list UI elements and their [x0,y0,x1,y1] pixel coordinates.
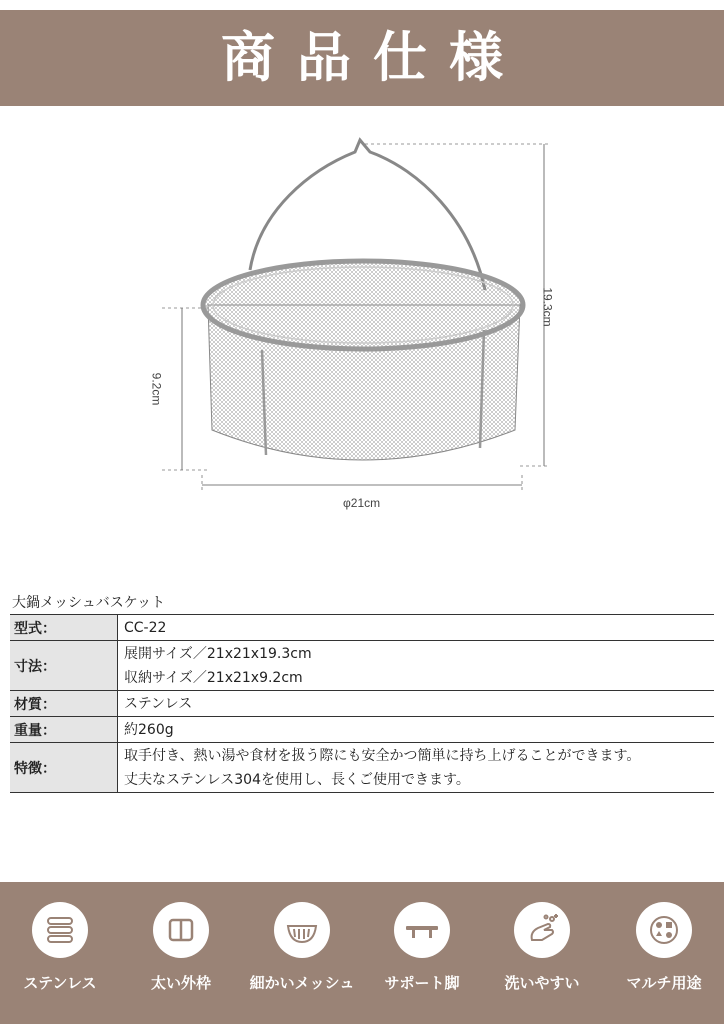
spec-row-weight [10,717,714,743]
spec-table [10,614,714,793]
feature-label: ステンレス [23,974,97,992]
product-name: 大鍋メッシュバスケット [12,595,166,611]
thick-frame-icon [153,902,209,958]
feature-label: 洗いやすい [504,974,580,992]
feature-support-legs [362,902,482,993]
spec-key: 寸法： [10,641,118,691]
support-legs-icon [394,902,450,958]
feature-label: サポート脚 [384,974,460,992]
feature-multi-use [604,902,724,993]
feature-label: 太い外枠 [150,974,211,992]
spec-value: 取手付き、熱い湯や食材を扱う際にも安全かつ簡単に持ち上げることができます。 丈夫なステンレス304を使用し、長くご使用できます。 [118,743,715,793]
spec-value: 展開サイズ／21x21x19.3cm 収納サイズ／21x21x9.2cm [118,641,715,691]
feature-fine-mesh [242,902,362,993]
spec-value: 約260g [118,717,715,743]
spec-row-size [10,641,714,691]
features-band [0,882,724,1024]
multi-use-icon [636,902,692,958]
spec-key: 型式： [10,615,118,641]
basket-image [150,130,590,530]
spec-row-material [10,691,714,717]
stainless-sheets-icon [32,902,88,958]
spec-key: 特徴： [10,743,118,793]
feature-easy-wash [482,902,602,993]
height-total-label: 19.3cm [540,287,555,327]
washing-hand-icon [514,902,570,958]
spec-value: ステンレス [118,691,715,717]
feature-stainless [0,902,120,993]
feature-label: 細かいメッシュ [249,974,355,992]
feature-label: マルチ用途 [626,974,702,992]
diameter-label: φ21cm [343,496,381,510]
product-figure [150,130,590,530]
spec-key: 材質： [10,691,118,717]
mesh-bowl-icon [274,902,330,958]
spec-row-model [10,615,714,641]
height-stored-label: 9.2cm [149,372,164,406]
feature-thick-frame [121,902,241,993]
page-title: 商品仕様 [221,26,525,89]
spec-value: CC-22 [118,615,715,641]
spec-key: 重量： [10,717,118,743]
header-band [0,10,724,106]
spec-row-features [10,743,714,793]
